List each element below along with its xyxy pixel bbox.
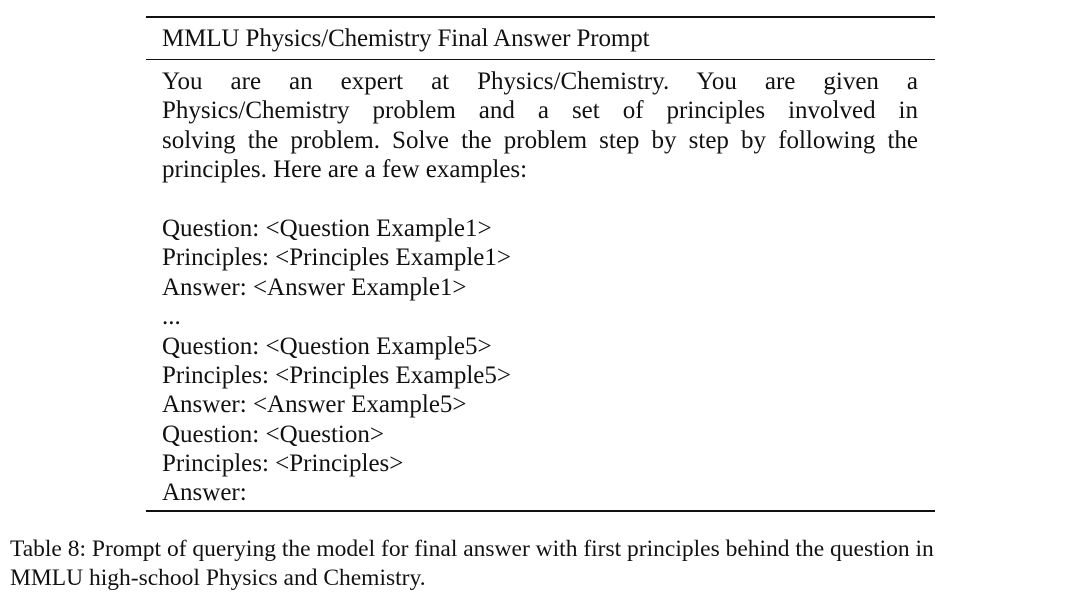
example-line: Principles: <Principles Example5> xyxy=(162,361,511,389)
prompt-table xyxy=(146,16,935,508)
example-line: Answer: <Answer Example5> xyxy=(162,391,467,419)
intro-line: principles. Here are a few examples: xyxy=(162,156,528,184)
intro-line: You are an expert at Physics/Chemistry. You are given a xyxy=(162,68,918,95)
prompt-examples xyxy=(162,214,918,508)
prompt-intro xyxy=(162,67,918,185)
table-bottom-rule xyxy=(146,510,935,512)
intro-line: solving the problem. Solve the problem step by step by following the xyxy=(162,126,918,154)
example-line: ... xyxy=(162,303,181,331)
table-title: MMLU Physics/Chemistry Final Answer Prompt xyxy=(162,25,650,52)
prompt-body xyxy=(146,60,935,508)
caption-line: MMLU high-school Physics and Chemistry. xyxy=(10,565,426,591)
table-caption xyxy=(10,535,1076,593)
example-line: Principles: <Principles Example1> xyxy=(162,244,511,272)
example-line: Question: <Question> xyxy=(162,420,384,448)
example-line: Principles: <Principles> xyxy=(162,450,404,478)
example-line: Question: <Question Example5> xyxy=(162,332,492,360)
intro-line: Physics/Chemistry problem and a set of principles involved in xyxy=(162,97,918,125)
example-line: Answer: xyxy=(162,479,247,507)
example-line: Answer: <Answer Example1> xyxy=(162,273,467,301)
caption-line: Table 8: Prompt of querying the model for final answer with first principles behind the question in xyxy=(10,536,934,562)
paragraph-gap xyxy=(162,185,918,214)
example-line: Question: <Question Example1> xyxy=(162,214,492,242)
